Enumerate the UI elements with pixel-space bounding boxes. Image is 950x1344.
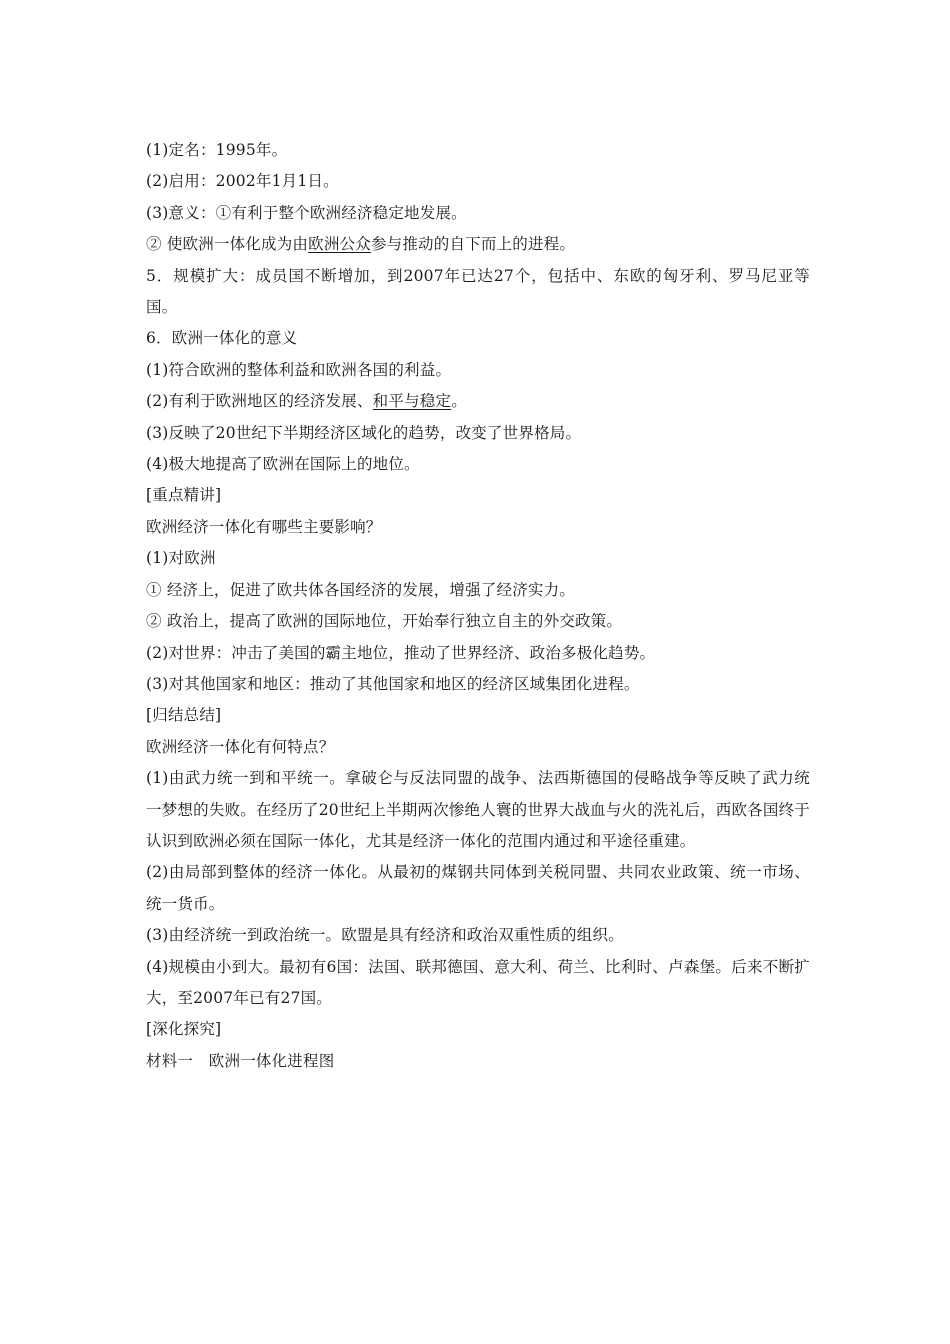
section-heading: 6．欧洲一体化的意义	[146, 329, 298, 348]
text-paragraph: (1)由武力统一到和平统一。拿破仑与反法同盟的战争、法西斯德国的侵略战争等反映了武力统一梦想的失败。在经历了20世纪上半期两次惨绝人寰的世界大战血与火的洗礼后，西欧各国终于认识到欧洲必须在国际一体化，尤其是经济一体化的范围内通过和平途径重建。	[146, 769, 810, 850]
text-line: (1)符合欧洲的整体利益和欧洲各国的利益。	[146, 360, 452, 379]
text-line	[146, 386, 810, 417]
material-caption: 材料一 欧洲一体化进程图	[146, 1051, 335, 1070]
text-paragraph: (4)规模由小到大。最初有6国：法国、联邦德国、意大利、荷兰、比利时、卢森堡。后来不断扩大，至2007年已有27国。	[146, 957, 810, 1007]
text-span: 。	[451, 392, 467, 411]
question: 欧洲经济一体化有何特点？	[146, 737, 335, 756]
underlined-answer: 和平与稳定	[372, 392, 452, 411]
text-line: (4)极大地提高了欧洲在国际上的地位。	[146, 455, 420, 474]
text-span: (2)有利于欧洲地区的经济发展、	[146, 392, 373, 411]
text-line: ① 经济上，促进了欧共体各国经济的发展，增强了经济实力。	[146, 580, 576, 599]
text-line: (1)定名：1995年。	[146, 141, 288, 159]
text-line	[146, 229, 810, 260]
document-body	[146, 135, 810, 1077]
text-span: ② 使欧洲一体化成为由	[146, 235, 309, 254]
text-span: 参与推动的自下而上的进程。	[370, 235, 576, 254]
text-line: (2)启用：2002年1月1日。	[146, 172, 339, 191]
text-paragraph: 5．规模扩大：成员国不断增加，到2007年已达27个，包括中、东欧的匈牙利、罗马尼亚等国。	[146, 266, 810, 317]
text-line: (1)对欧洲	[146, 549, 216, 568]
text-line: (3)意义：①有利于整个欧洲经济稳定地发展。	[146, 203, 467, 222]
text-line: ② 政治上，提高了欧洲的国际地位，开始奉行独立自主的外交政策。	[146, 612, 623, 631]
text-line: (2)对世界：冲击了美国的霸主地位，推动了世界经济、政治多极化趋势。	[146, 643, 656, 662]
text-line: (3)由经济统一到政治统一。欧盟是具有经济和政治双重性质的组织。	[146, 926, 624, 945]
text-line: (3)对其他国家和地区：推动了其他国家和地区的经济区域集团化进程。	[146, 674, 640, 693]
underlined-answer: 欧洲公众	[308, 235, 371, 254]
section-tag: [归结总结]	[146, 706, 222, 725]
section-tag: [重点精讲]	[146, 486, 222, 505]
section-tag: [深化探究]	[146, 1020, 222, 1039]
text-paragraph: (2)由局部到整体的经济一体化。从最初的煤钢共同体到关税同盟、共同农业政策、统一市场、统一货币。	[146, 863, 810, 913]
question: 欧洲经济一体化有哪些主要影响？	[146, 517, 382, 536]
text-line: (3)反映了20世纪下半期经济区域化的趋势，改变了世界格局。	[146, 423, 582, 442]
